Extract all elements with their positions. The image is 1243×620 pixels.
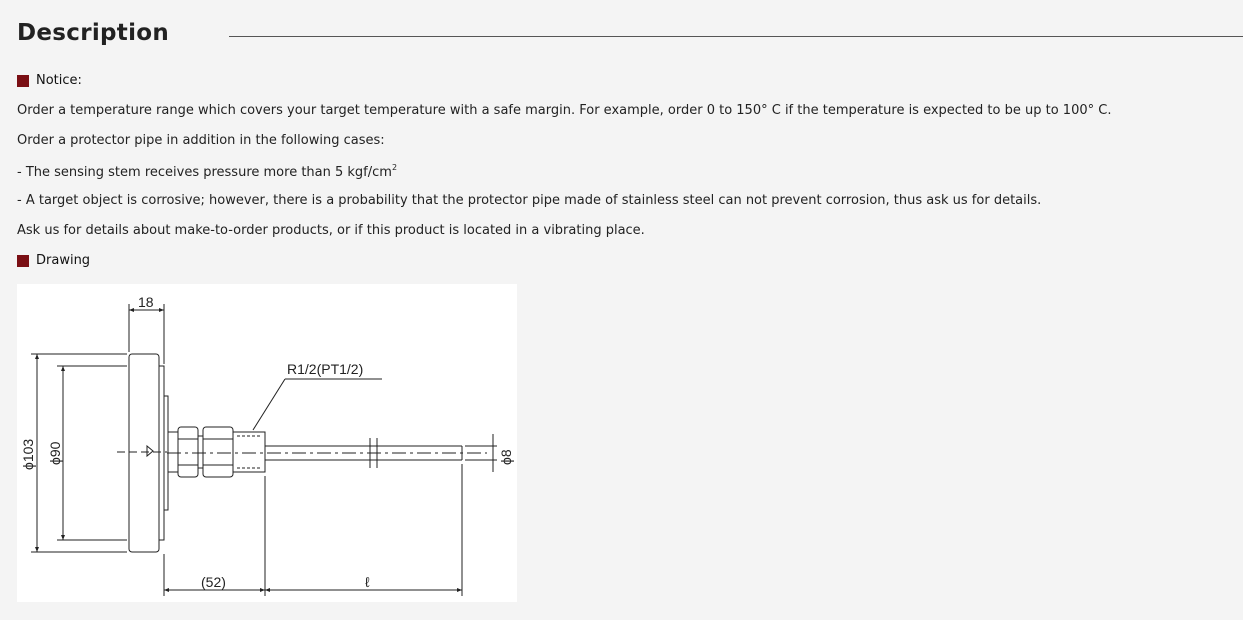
- thread-section: [233, 432, 265, 472]
- notice-line-4: - A target object is corrosive; however, there is a probability that the protector pipe made of stainless steel can not prevent corrosion, thus ask us for details.: [17, 193, 1042, 208]
- thread-label: R1/2(PT1/2): [287, 361, 364, 377]
- dim-18-label: 18: [138, 294, 154, 310]
- bullet-square-icon: [17, 255, 29, 267]
- title-divider: [229, 36, 1243, 37]
- notice-line-3-superscript: 2: [391, 163, 398, 172]
- notice-line-3-text: - The sensing stem receives pressure more than 5 kgf/cm: [17, 165, 392, 180]
- section-title: Description: [17, 20, 170, 46]
- thermometer-drawing-svg: [17, 284, 517, 602]
- bullet-square-icon: [17, 75, 29, 87]
- drawing-heading-label: Drawing: [36, 253, 91, 268]
- dim-52-label: (52): [201, 574, 226, 590]
- hex-nut-1: [178, 427, 198, 477]
- dim-l-label: ℓ: [365, 574, 370, 590]
- notice-line-2: Order a protector pipe in addition in the following cases:: [17, 133, 385, 148]
- hex-nut-2: [203, 427, 233, 477]
- fitting-neck: [198, 436, 203, 468]
- notice-line-5: Ask us for details about make-to-order products, or if this product is located in a vibrating place.: [17, 223, 645, 238]
- dim-90-label: ϕ90: [47, 441, 63, 465]
- dial-bezel: [159, 366, 164, 540]
- dim-8-label: ϕ8: [498, 449, 514, 465]
- fitting-collar: [168, 432, 178, 472]
- dim-103-label: ϕ103: [20, 438, 36, 470]
- notice-line-3: [17, 163, 397, 180]
- drawing-heading: [17, 253, 90, 268]
- stem-center-mark: [147, 446, 153, 456]
- thermometer-drawing: [17, 284, 517, 602]
- dial-case: [129, 354, 159, 552]
- notice-heading-label: Notice:: [36, 73, 82, 88]
- notice-line-1: Order a temperature range which covers your target temperature with a safe margin. For example, order 0 to 150° C if the temperature is expected to be up to 100° C.: [17, 103, 1112, 118]
- notice-heading: [17, 73, 82, 88]
